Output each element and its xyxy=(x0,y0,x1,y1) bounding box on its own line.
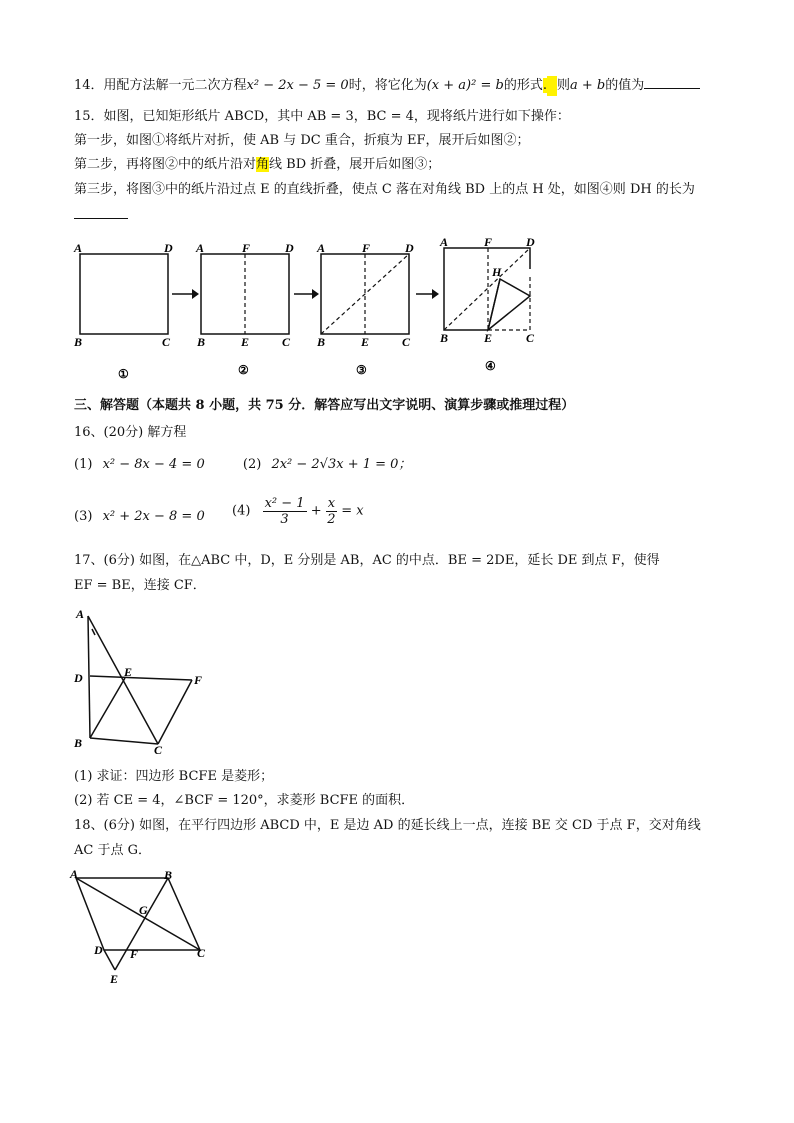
segment-cf xyxy=(158,680,192,744)
q15-blank-line xyxy=(74,204,128,225)
label-d: D xyxy=(526,235,535,249)
label-a: A xyxy=(317,241,326,255)
caption-4: ④ xyxy=(485,359,496,373)
fraction-1 xyxy=(263,496,307,527)
q16-p3-label: (3) xyxy=(74,509,93,524)
q15-figure-2 xyxy=(195,241,294,349)
label-f: F xyxy=(130,947,139,961)
q15-highlight: 角 xyxy=(256,157,270,172)
label-e: E xyxy=(110,972,119,986)
label-a: A xyxy=(70,867,79,881)
q15-figure-4 xyxy=(439,235,535,345)
q16-part-1-2 xyxy=(74,456,411,474)
q16-p1: x² − 8x − 4 = 0 xyxy=(102,457,205,472)
q16-p2: 2x² − 2√3x + 1 = 0； xyxy=(271,457,412,472)
label-b: B xyxy=(74,736,83,750)
q16-p2-label: (2) xyxy=(242,457,262,472)
label-c: C xyxy=(154,743,163,756)
q14-equation: x² − 2x − 5 = 0 xyxy=(246,78,349,93)
q14-suffix3: 的值为 xyxy=(605,78,645,93)
answer-blank[interactable] xyxy=(644,74,700,89)
fraction-1-denominator: 3 xyxy=(280,512,289,527)
caption-3: ③ xyxy=(356,363,367,377)
diagonal-ac xyxy=(76,878,200,950)
q14-mid: 时，将它化为 xyxy=(348,78,427,93)
arrow-icon xyxy=(416,289,439,299)
q15-line1: 15．如图，已知矩形纸片 ABCD，其中 AB = 3，BC = 4，现将纸片进行如下操作： xyxy=(74,109,570,124)
label-f: F xyxy=(242,241,251,255)
segment-be xyxy=(90,678,125,738)
q16-part-4 xyxy=(232,496,364,527)
label-f: F xyxy=(362,241,371,255)
q16-p1-label: (1) xyxy=(74,457,93,472)
arrow-icon xyxy=(172,289,199,299)
segment-bc xyxy=(90,738,158,744)
label-a: A xyxy=(74,241,83,255)
label-c: C xyxy=(402,335,411,349)
q17-line1: 17、(6分) 如图，在△ABC 中，D，E 分别是 AB，AC 的中点．BE = 2DE，延长 DE 到点 F，使得 xyxy=(74,553,660,568)
q16-p4-rhs: = x xyxy=(341,503,364,519)
label-e: E xyxy=(241,335,250,349)
label-d: D xyxy=(405,241,414,255)
q18-line2: AC 于点 G． xyxy=(74,843,151,858)
diagonal-bd xyxy=(321,254,409,334)
label-d: D xyxy=(94,943,103,957)
q15-line4: 第三步，将图③中的纸片沿过点 E 的直线折叠，使点 C 落在对角线 BD 上的点 H 处，如图④则 DH 的长为 xyxy=(74,182,695,197)
q15-line2: 第一步，如图①将纸片对折，使 AB 与 DC 重合，折痕为 EF，展开后如图②； xyxy=(74,133,530,148)
q14-form: (x + a)² = b xyxy=(426,78,504,93)
q15-line3-b: 线 BD 折叠，展开后如图③； xyxy=(269,157,441,172)
label-b: B xyxy=(317,335,326,349)
label-c: C xyxy=(282,335,291,349)
label-d: D xyxy=(74,671,83,685)
q17-line2: EF = BE，连接 CF． xyxy=(74,578,206,593)
fraction-2-denominator: 2 xyxy=(327,512,336,527)
q16-part-3 xyxy=(74,508,205,526)
label-f: F xyxy=(484,235,493,249)
caption-2: ② xyxy=(238,363,249,377)
segment-be xyxy=(115,878,168,970)
q14-suffix1: 的形式 xyxy=(503,78,543,93)
q18-line1: 18、(6分) 如图，在平行四边形 ABCD 中，E 是边 AD 的延长线上一点，连接 BE 交 CD 于点 F，交对角线 xyxy=(74,818,701,833)
q17-figure xyxy=(70,604,210,756)
section-3-title: 三、解答题（本题共 8 小题，共 75 分．解答应写出文字说明、演算步骤或推理过程） xyxy=(74,398,575,413)
q15-figure-3 xyxy=(316,241,414,349)
label-b: B xyxy=(164,868,173,882)
rect-abcd xyxy=(80,254,168,334)
q16-title: 16、(20分) 解方程 xyxy=(74,425,187,440)
label-e: E xyxy=(484,331,493,345)
label-f: F xyxy=(194,673,203,687)
label-a: A xyxy=(196,241,205,255)
label-b: B xyxy=(440,331,449,345)
tick-mark xyxy=(92,629,95,635)
q16-p3: x² + 2x − 8 = 0 xyxy=(102,509,205,524)
fraction-2-numerator: x xyxy=(327,496,336,511)
answer-blank[interactable] xyxy=(74,204,128,219)
q15-figures xyxy=(68,234,538,384)
fraction-2 xyxy=(326,496,337,527)
label-b: B xyxy=(197,335,206,349)
q18-figure xyxy=(66,866,216,988)
label-c: C xyxy=(162,335,171,349)
q14-suffix2: 则 xyxy=(556,78,570,93)
plus-sign: + xyxy=(310,503,322,519)
q14-line xyxy=(74,74,700,96)
label-a: A xyxy=(440,235,449,249)
q17-sub2: (2) 若 CE = 4，∠BCF = 120°，求菱形 BCFE 的面积． xyxy=(74,793,415,808)
segment-ab xyxy=(88,616,90,738)
fraction-1-numerator: x² − 1 xyxy=(264,496,305,511)
label-d: D xyxy=(164,241,173,255)
highlight-mark xyxy=(547,76,557,96)
caption-1: ① xyxy=(118,367,129,381)
q14-prefix: 14．用配方法解一元二次方程 xyxy=(74,78,247,93)
q14-expr: a + b xyxy=(569,78,606,93)
q16-p4-label: (4) xyxy=(232,503,251,519)
segment-df xyxy=(90,676,192,680)
q14-highlight-dot: . xyxy=(542,78,547,93)
rect-abcd xyxy=(201,254,289,334)
segment-de xyxy=(104,950,115,970)
label-e: E xyxy=(124,665,133,679)
label-e: E xyxy=(361,335,370,349)
arrow-icon xyxy=(294,289,319,299)
label-c: C xyxy=(526,331,535,345)
q15-figure-1 xyxy=(73,241,173,349)
label-d: D xyxy=(285,241,294,255)
label-c: C xyxy=(197,946,206,960)
label-a: A xyxy=(76,607,85,621)
label-g: G xyxy=(139,903,148,917)
label-b: B xyxy=(74,335,83,349)
label-h: H xyxy=(492,265,502,279)
q15-line3-a: 第二步，再将图②中的纸片沿对 xyxy=(74,157,257,172)
q17-sub1: (1) 求证：四边形 BCFE 是菱形； xyxy=(74,769,274,784)
q15-line3 xyxy=(74,156,440,174)
